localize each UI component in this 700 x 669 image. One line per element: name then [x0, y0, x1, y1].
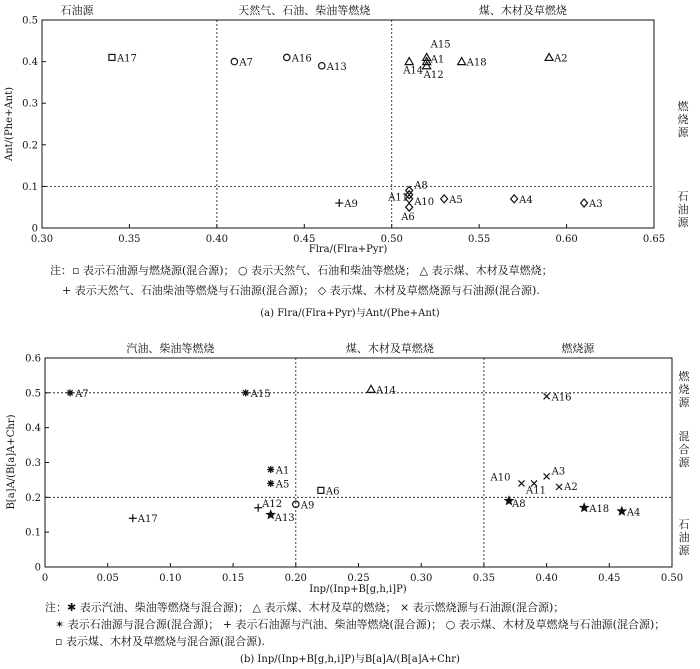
- chart-a-point-label-A11: A11: [388, 192, 409, 204]
- chart-a-x-tick-label: 0.55: [468, 234, 491, 245]
- chart-a-x-tick-label: 0.50: [380, 234, 403, 245]
- chart-b-plot-frame: [45, 358, 672, 567]
- chart-b-point-label-A16: A16: [551, 392, 572, 404]
- chart-b-x-tick-label: 0.05: [96, 573, 119, 584]
- chart-b-ylabel: B[a]A/(B[a]A+Chr): [6, 414, 17, 510]
- chart-b-point-A15: [242, 389, 249, 396]
- chart-b-y-tick-label: 0.2: [25, 492, 41, 504]
- chart-b-x-tick-label: 0.25: [347, 573, 370, 584]
- chart-a-point-A13: [319, 63, 325, 69]
- chart-b-point-label-A11: A11: [526, 485, 547, 497]
- chart-a-point-A5: [441, 195, 448, 203]
- chart-b-x-tick-label: 0.45: [598, 573, 621, 584]
- chart-a-x-tick-label: 0.30: [30, 234, 54, 245]
- chart-b-point-label-A1: A1: [275, 465, 290, 477]
- chart-a-point-A4: [511, 195, 518, 203]
- chart-b-right-zone-label: 源: [678, 544, 690, 557]
- chart-a-point-label-A18: A18: [466, 57, 487, 69]
- chart-a-point-A16: [284, 54, 290, 60]
- chart-a-point-label-A3: A3: [589, 199, 603, 211]
- chart-b-point-label-A4: A4: [626, 507, 641, 519]
- chart-b-y-tick-label: 0.4: [25, 423, 41, 435]
- chart-b-point-label-A2: A2: [564, 481, 578, 493]
- chart-b-point-A3: [544, 473, 550, 479]
- chart-b-point-label-A14: A14: [376, 385, 396, 397]
- chart-a: [4, 3, 690, 319]
- chart-b-legend-line-2: ✶ 表示石油源与混合源(混合源)； + 表示石油源与汽油、柴油等燃烧(混合源)； ○ 表示煤、木材及草燃烧与石油源(混合源)；: [55, 618, 666, 631]
- chart-b-x-tick-label: 0.20: [284, 573, 307, 584]
- chart-b-right-zone-label: 烧: [678, 383, 690, 396]
- chart-a-point-A3: [581, 199, 588, 207]
- chart-a-legend-line-1: 注：▫ 表示石油源与燃烧源(混合源)； ○ 表示天然气、石油和柴油等燃烧； △ 表示煤、木材及草燃烧；: [50, 264, 553, 277]
- chart-b-y-tick-label: 0.1: [25, 527, 41, 539]
- chart-a-caption: (a) Flra/(Flra+Pyr)与Ant/(Phe+Ant): [260, 308, 440, 319]
- chart-a-point-label-A10: A10: [414, 196, 435, 208]
- chart-b-y-tick-label: 0.5: [25, 388, 41, 400]
- chart-b-right-zone-label: 合: [678, 443, 690, 456]
- chart-a-right-zone-label: 源: [677, 216, 689, 229]
- chart-a-zone-label: 煤、木材及草燃烧: [478, 4, 567, 17]
- chart-a-point-A6: [406, 203, 413, 211]
- chart-b-x-tick-label: 0.40: [535, 573, 558, 584]
- chart-a-x-tick-label: 0.60: [555, 234, 578, 245]
- chart-b-y-tick-label: 0.3: [25, 458, 41, 469]
- chart-a-right-zone-label: 燃: [677, 100, 689, 113]
- chart-a-point-A2: [545, 53, 553, 60]
- chart-b-point-A2: [556, 484, 562, 490]
- chart-b-right-zone-label: 油: [678, 531, 690, 544]
- chart-b-right-zone-label: 混: [678, 430, 690, 443]
- chart-b-zone-label: 汽油、柴油等燃烧: [126, 342, 215, 355]
- chart-a-point-label-A14: A14: [403, 65, 424, 77]
- chart-b-zone-label: 煤、木材及草燃烧: [345, 342, 434, 355]
- chart-a-point-label-A8: A8: [414, 180, 428, 192]
- chart-a-zone-label: 石油源: [60, 4, 94, 17]
- chart-b-point-A4: [618, 507, 626, 514]
- chart-b-point-A13: [267, 511, 275, 518]
- chart-b-right-zone-label: 石: [678, 518, 690, 531]
- chart-b-point-A1: [267, 466, 274, 473]
- chart-b-point-label-A13: A13: [274, 512, 295, 524]
- chart-b-caption: (b) Inp/(Inp+B[g,h,i]P)与B[a]A/(B[a]A+Chr): [240, 654, 460, 665]
- chart-b-point-label-A7: A7: [75, 388, 89, 400]
- chart-a-point-label-A7: A7: [239, 57, 253, 69]
- chart-b-point-A10: [519, 480, 525, 486]
- chart-b-point-label-A12: A12: [262, 498, 283, 510]
- chart-a-xlabel: Flra/(Flra+Pyr): [308, 244, 388, 255]
- chart-b-right-zone-label: 燃: [678, 370, 690, 383]
- chart-a-point-label-A5: A5: [449, 194, 463, 206]
- chart-b-zone-label: 燃烧源: [561, 342, 595, 355]
- chart-a-x-tick-label: 0.40: [205, 234, 228, 245]
- chart-a-right-zone-label: 烧: [677, 113, 689, 126]
- chart-a-right-zone-label: 石: [677, 190, 689, 203]
- chart-a-y-tick-label: 0.3: [22, 98, 38, 110]
- chart-a-point-label-A9: A9: [344, 199, 358, 211]
- chart-b-point-label-A15: A15: [250, 388, 271, 400]
- chart-b-point-label-A10: A10: [490, 472, 511, 484]
- chart-b-legend-line-3: ▫ 表示煤、木材及草燃烧与混合源(混合源).: [55, 635, 266, 648]
- chart-b-x-tick-label: 0.35: [472, 573, 496, 584]
- chart-a-x-tick-label: 0.45: [293, 234, 316, 245]
- chart-a-right-zone-label: 源: [677, 126, 689, 139]
- chart-b-point-label-A5: A5: [275, 479, 290, 491]
- chart-a-point-A7: [231, 58, 237, 64]
- chart-a-point-label-A1: A1: [430, 54, 445, 66]
- chart-b-point-label-A9: A9: [300, 500, 315, 512]
- chart-a-point-A9: [335, 199, 343, 207]
- chart-a-point-label-A13: A13: [326, 61, 347, 73]
- chart-b-x-tick-label: 0.50: [660, 573, 684, 584]
- chart-a-y-tick-label: 0: [31, 223, 38, 235]
- chart-a-y-tick-label: 0.1: [22, 181, 38, 193]
- chart-b-point-A12: [254, 504, 262, 512]
- chart-b-x-tick-label: 0: [41, 573, 49, 584]
- chart-a-right-zone-label: 油: [677, 203, 689, 216]
- chart-a-point-label-A4: A4: [519, 194, 533, 206]
- chart-b-point-label-A6: A6: [325, 486, 340, 498]
- chart-a-point-label-A2: A2: [554, 53, 568, 65]
- chart-a-point-label-A17: A17: [116, 53, 137, 65]
- chart-b-right-zone-label: 源: [678, 396, 690, 409]
- chart-b-y-tick-label: 0.6: [25, 353, 41, 365]
- chart-a-point-label-A12: A12: [423, 69, 444, 81]
- chart-a-point-label-A16: A16: [291, 53, 312, 65]
- chart-b-point-label-A3: A3: [551, 466, 566, 478]
- chart-b-point-A18: [580, 504, 588, 511]
- chart-a-point-A14: [405, 58, 413, 65]
- chart-b-point-A6: [318, 487, 324, 493]
- chart-b-x-tick-label: 0.10: [159, 573, 182, 584]
- chart-a-ylabel: Ant/(Phe+Ant): [4, 87, 15, 161]
- chart-b-point-A7: [67, 389, 74, 396]
- chart-a-y-tick-label: 0.2: [22, 140, 38, 152]
- chart-a-x-tick-label: 0.65: [642, 234, 666, 245]
- chart-a-point-label-A15: A15: [430, 39, 451, 51]
- chart-a-x-tick-label: 0.35: [118, 234, 141, 245]
- chart-b-legend-line-1: 注：✱ 表示汽油、柴油等燃烧与混合源)； △ 表示煤、木材及草的燃烧； × 表示燃烧源与石油源(混合源)；: [45, 601, 565, 614]
- chart-b-point-label-A17: A17: [137, 514, 158, 526]
- chart-b: [6, 341, 691, 665]
- chart-b-point-label-A18: A18: [589, 503, 610, 515]
- chart-a-y-tick-label: 0.5: [22, 15, 38, 27]
- chart-a-y-tick-label: 0.4: [22, 57, 38, 69]
- chart-a-point-A18: [458, 58, 466, 65]
- chart-b-point-A14: [367, 385, 375, 392]
- chart-b-point-label-A8: A8: [511, 498, 526, 510]
- chart-b-x-tick-label: 0.30: [410, 573, 433, 584]
- chart-b-xlabel: Inp/(Inp+B[g,h,i]P): [309, 584, 407, 595]
- chart-b-point-A16: [544, 393, 550, 399]
- chart-b-y-tick-label: 0: [34, 562, 41, 574]
- chart-b-x-tick-label: 0.15: [221, 573, 245, 584]
- chart-a-zone-label: 天然气、石油、柴油等燃烧: [238, 4, 371, 17]
- chart-a-plot-frame: [42, 20, 654, 228]
- chart-b-point-A5: [267, 480, 274, 487]
- chart-a-legend-line-2: + 表示天然气、石油柴油等燃烧与石油源(混合源)； ◇ 表示煤、木材及草燃烧源与石油源(混合源).: [62, 284, 540, 297]
- chart-b-point-A17: [129, 514, 137, 522]
- chart-a-point-A17: [109, 54, 115, 60]
- chart-a-point-label-A6: A6: [401, 212, 415, 224]
- chart-b-right-zone-label: 源: [678, 456, 690, 469]
